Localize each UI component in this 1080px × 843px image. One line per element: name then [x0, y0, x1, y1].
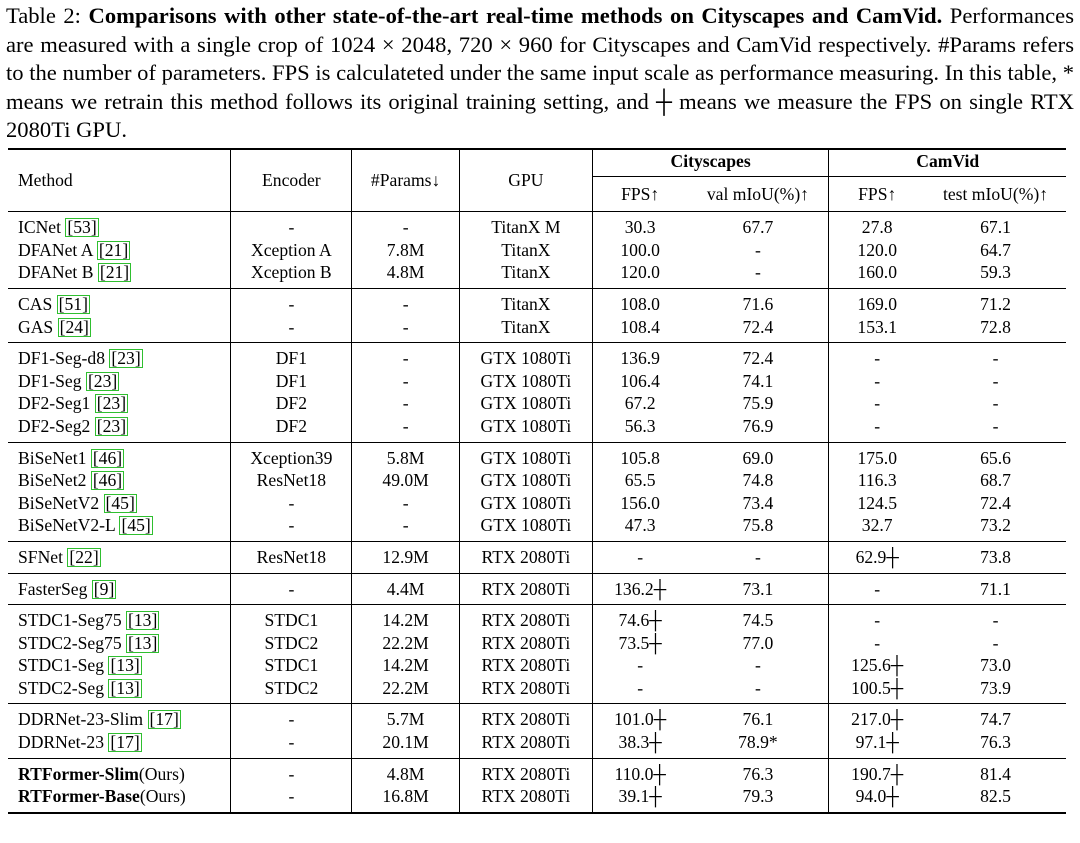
cell-encoder: -: [231, 704, 352, 731]
cell-miou-camvid: 73.8: [925, 541, 1066, 573]
method-name: STDC1-Seg75: [18, 610, 122, 631]
table-row: [8, 514, 1066, 541]
header-gpu: GPU: [459, 149, 592, 212]
cell-fps-cityscapes: -: [637, 677, 644, 698]
cell-miou-camvid: 73.2: [980, 515, 1011, 536]
table-row: [8, 632, 1066, 655]
cell-params: 4.8M: [352, 758, 460, 785]
cell-encoder: ResNet18: [231, 541, 352, 573]
cell-miou-camvid: 73.9: [980, 677, 1011, 698]
table-row: [8, 731, 1066, 758]
header-fps-cityscapes: FPS↑: [621, 183, 660, 204]
cell-miou-cityscapes: 76.3: [687, 758, 828, 785]
cell-fps-camvid: 153.1: [857, 316, 897, 337]
cell-encoder: -: [231, 288, 352, 315]
cell-params: -: [352, 514, 460, 541]
cell-fps-cityscapes: 105.8: [592, 442, 687, 469]
cell-gpu: RTX 2080Ti: [459, 605, 592, 632]
method-suffix: (Ours): [138, 763, 185, 784]
citation-link[interactable]: [23]: [96, 393, 127, 414]
cell-params: 49.0M: [352, 469, 460, 492]
cell-encoder: STDC2: [231, 677, 352, 704]
cell-method: [8, 288, 231, 315]
cell-miou-camvid: 76.3: [980, 732, 1011, 753]
cell-encoder: DF1: [231, 370, 352, 393]
cell-encoder: STDC1: [231, 605, 352, 632]
caption-label: Table 2:: [6, 3, 81, 28]
table-row: [8, 785, 1066, 813]
header-encoder: Encoder: [231, 149, 352, 212]
cell-miou-cityscapes: 78.9*: [687, 731, 828, 758]
cell-encoder: DF1: [231, 343, 352, 370]
method-name: CAS: [18, 293, 53, 314]
cell-params: 5.7M: [352, 704, 460, 731]
table-caption: [6, 2, 1074, 145]
cell-method: [8, 370, 231, 393]
cell-miou-camvid: 67.1: [925, 212, 1066, 239]
cell-miou-camvid: 81.4: [925, 758, 1066, 785]
cell-gpu: RTX 2080Ti: [459, 677, 592, 704]
method-name: DF1-Seg: [18, 370, 82, 391]
cell-gpu: RTX 2080Ti: [459, 785, 592, 813]
header-row-1: [8, 149, 1066, 176]
table-row: [8, 758, 1066, 785]
cell-miou-cityscapes: 75.9: [687, 392, 828, 415]
cell-fps-cityscapes: 110.0┼: [592, 758, 687, 785]
cell-method: [8, 704, 231, 731]
citation-link[interactable]: [17]: [149, 709, 179, 730]
cell-params: 20.1M: [352, 731, 460, 758]
cell-method: [8, 541, 231, 573]
cell-encoder: STDC2: [231, 632, 352, 655]
header-fps-camvid: FPS↑: [858, 183, 897, 204]
cell-miou-camvid: -: [992, 415, 999, 436]
table-row: [8, 288, 1066, 315]
cell-miou-camvid: 72.4: [980, 492, 1011, 513]
citation-link[interactable]: [46]: [92, 470, 123, 491]
cell-gpu: GTX 1080Ti: [459, 514, 592, 541]
comparison-table: [8, 148, 1066, 814]
table-row: [8, 392, 1066, 415]
cell-fps-cityscapes: 67.2: [624, 393, 656, 414]
cell-miou-camvid: -: [992, 393, 999, 414]
cell-params: 22.2M: [352, 677, 460, 704]
method-name: DDRNet-23: [18, 732, 105, 753]
cell-encoder: -: [231, 212, 352, 239]
cell-method: [8, 758, 231, 785]
method-name: BiSeNet1: [18, 447, 87, 468]
cell-encoder: -: [231, 316, 352, 343]
cell-params: -: [352, 288, 460, 315]
cell-params: 16.8M: [352, 785, 460, 813]
cell-fps-cityscapes: 156.0: [620, 492, 660, 513]
table-row: [8, 492, 1066, 515]
cell-fps-camvid: 94.0┼: [829, 785, 925, 813]
cell-miou-cityscapes: 73.4: [687, 492, 828, 515]
cell-miou-cityscapes: 79.3: [687, 785, 828, 813]
cell-gpu: TitanX: [459, 261, 592, 288]
cell-fps-camvid: 32.7: [861, 515, 893, 536]
cell-miou-camvid: 64.7: [980, 239, 1011, 260]
method-suffix: (Ours): [139, 786, 186, 807]
cell-fps-camvid: -: [829, 343, 925, 370]
citation-link[interactable]: [21]: [99, 262, 130, 283]
cell-miou-cityscapes: 72.4: [687, 343, 828, 370]
method-name: RTFormer-Slim: [18, 763, 139, 784]
method-name: BiSeNetV2: [18, 492, 100, 513]
cell-params: 4.4M: [352, 573, 460, 605]
method-name: DFANet A: [18, 239, 93, 260]
cell-method: [8, 343, 231, 370]
cell-miou-camvid: -: [925, 605, 1066, 632]
cell-params: 14.2M: [352, 605, 460, 632]
cell-miou-cityscapes: 74.5: [687, 605, 828, 632]
cell-miou-camvid: 72.8: [980, 316, 1011, 337]
citation-link[interactable]: [45]: [105, 492, 135, 513]
cell-fps-camvid: 116.3: [857, 470, 897, 491]
method-name: STDC2-Seg: [18, 677, 105, 698]
method-name: GAS: [18, 316, 54, 337]
method-name: BiSeNetV2-L: [18, 515, 116, 536]
citation-link[interactable]: [24]: [59, 316, 89, 337]
citation-link[interactable]: [13]: [110, 655, 140, 676]
cell-method: [8, 442, 231, 469]
cell-miou-cityscapes: 67.7: [687, 212, 828, 239]
cell-fps-cityscapes: 120.0: [620, 262, 660, 283]
table-row: [8, 605, 1066, 632]
cell-params: 5.8M: [352, 442, 460, 469]
cell-method: [8, 632, 231, 655]
cell-fps-camvid: 217.0┼: [829, 704, 925, 731]
cell-fps-cityscapes: -: [637, 655, 644, 676]
cell-gpu: GTX 1080Ti: [459, 370, 592, 393]
cell-fps-cityscapes: 73.5┼: [618, 632, 662, 653]
cell-miou-cityscapes: 73.1: [687, 573, 828, 605]
cell-encoder: Xception A: [231, 239, 352, 262]
cell-encoder: DF2: [231, 415, 352, 442]
cell-fps-cityscapes: 100.0: [620, 239, 660, 260]
cell-miou-camvid: 68.7: [980, 470, 1011, 491]
cell-encoder: ResNet18: [231, 469, 352, 492]
cell-fps-camvid: -: [874, 415, 881, 436]
cell-method: [8, 212, 231, 239]
cell-miou-cityscapes: 76.1: [687, 704, 828, 731]
cell-fps-cityscapes: 101.0┼: [592, 704, 687, 731]
cell-encoder: -: [231, 492, 352, 515]
cell-miou-camvid: 73.0: [980, 655, 1011, 676]
table-row: [8, 677, 1066, 704]
citation-link[interactable]: [23]: [87, 370, 118, 391]
citation-link[interactable]: [46]: [92, 447, 123, 468]
cell-method: [8, 677, 231, 704]
cell-fps-camvid: 169.0: [829, 288, 925, 315]
citation-link[interactable]: [13]: [128, 610, 158, 631]
cell-method: [8, 654, 231, 677]
cell-fps-cityscapes: 30.3: [592, 212, 687, 239]
cell-miou-cityscapes: -: [687, 541, 828, 573]
cell-gpu: GTX 1080Ti: [459, 492, 592, 515]
method-name: DF2-Seg2: [18, 415, 91, 436]
header-method: Method: [8, 149, 231, 212]
citation-link[interactable]: [23]: [96, 415, 127, 436]
method-name: DDRNet-23-Slim: [18, 709, 144, 730]
cell-miou-camvid: 71.2: [925, 288, 1066, 315]
cell-encoder: -: [231, 758, 352, 785]
cell-fps-cityscapes: 106.4: [620, 370, 660, 391]
citation-link[interactable]: [53]: [67, 217, 97, 238]
citation-link[interactable]: [21]: [98, 239, 129, 260]
header-miou-camvid: test mIoU(%)↑: [942, 183, 1049, 204]
cell-fps-cityscapes: 74.6┼: [592, 605, 687, 632]
cell-fps-cityscapes: 38.3┼: [618, 732, 662, 753]
cell-gpu: TitanX: [459, 316, 592, 343]
header-camvid: CamVid: [829, 149, 1066, 176]
cell-gpu: GTX 1080Ti: [459, 442, 592, 469]
cell-miou-cityscapes: 69.0: [687, 442, 828, 469]
cell-params: -: [352, 492, 460, 515]
cell-fps-cityscapes: 39.1┼: [592, 785, 687, 813]
cell-gpu: RTX 2080Ti: [459, 573, 592, 605]
cell-fps-cityscapes: 47.3: [624, 515, 656, 536]
cell-miou-camvid: 82.5: [925, 785, 1066, 813]
cell-miou-cityscapes: 71.6: [687, 288, 828, 315]
cell-miou-camvid: 71.1: [925, 573, 1066, 605]
cell-params: 14.2M: [352, 654, 460, 677]
cell-miou-cityscapes: 74.1: [687, 370, 828, 393]
table-row: [8, 343, 1066, 370]
cell-params: 4.8M: [352, 261, 460, 288]
cell-gpu: RTX 2080Ti: [459, 704, 592, 731]
cell-encoder: -: [231, 573, 352, 605]
citation-link[interactable]: [45]: [121, 515, 151, 536]
cell-encoder: -: [231, 514, 352, 541]
table-row: [8, 415, 1066, 442]
cell-fps-camvid: -: [829, 605, 925, 632]
method-name: STDC1-Seg: [18, 655, 105, 676]
cell-params: 22.2M: [352, 632, 460, 655]
cell-miou-cityscapes: 74.8: [687, 469, 828, 492]
header-cityscapes: Cityscapes: [592, 149, 829, 176]
cell-miou-cityscapes: 75.8: [687, 514, 828, 541]
cell-miou-camvid: 74.7: [925, 704, 1066, 731]
cell-method: [8, 605, 231, 632]
table-row: [8, 261, 1066, 288]
cell-miou-cityscapes: -: [687, 261, 828, 288]
cell-encoder: Xception B: [231, 261, 352, 288]
table-row: [8, 541, 1066, 573]
cell-miou-camvid: 65.6: [925, 442, 1066, 469]
cell-fps-cityscapes: -: [592, 541, 687, 573]
citation-link[interactable]: [9]: [93, 578, 115, 599]
cell-fps-camvid: 62.9┼: [829, 541, 925, 573]
cell-miou-camvid: -: [925, 343, 1066, 370]
cell-params: -: [352, 343, 460, 370]
cell-params: -: [352, 370, 460, 393]
citation-link[interactable]: [51]: [58, 293, 88, 314]
cell-params: -: [352, 212, 460, 239]
cell-method: [8, 239, 231, 262]
cell-params: 12.9M: [352, 541, 460, 573]
cell-fps-camvid: -: [829, 573, 925, 605]
cell-encoder: STDC1: [231, 654, 352, 677]
method-name: RTFormer-Base: [18, 786, 140, 807]
cell-method: [8, 573, 231, 605]
cell-gpu: RTX 2080Ti: [459, 731, 592, 758]
citation-link[interactable]: [22]: [69, 546, 99, 567]
cell-fps-cityscapes: 136.9: [592, 343, 687, 370]
cell-fps-cityscapes: 136.2┼: [592, 573, 687, 605]
table-row: [8, 316, 1066, 343]
cell-gpu: RTX 2080Ti: [459, 758, 592, 785]
cell-gpu: RTX 2080Ti: [459, 632, 592, 655]
method-name: DF1-Seg-d8: [18, 348, 105, 369]
cell-fps-camvid: 97.1┼: [855, 732, 899, 753]
cell-gpu: GTX 1080Ti: [459, 343, 592, 370]
cell-miou-cityscapes: 76.9: [687, 415, 828, 442]
cell-fps-camvid: 160.0: [857, 262, 897, 283]
cell-miou-cityscapes: 72.4: [687, 316, 828, 343]
method-name: SFNet: [18, 546, 63, 567]
cell-miou-camvid: -: [992, 632, 999, 653]
cell-gpu: RTX 2080Ti: [459, 654, 592, 677]
method-name: STDC2-Seg75: [18, 632, 122, 653]
cell-fps-camvid: 125.6┼: [851, 655, 904, 676]
cell-method: [8, 316, 231, 343]
cell-miou-cityscapes: -: [687, 677, 828, 704]
table-row: [8, 704, 1066, 731]
cell-fps-camvid: 120.0: [857, 239, 897, 260]
cell-gpu: RTX 2080Ti: [459, 541, 592, 573]
cell-miou-camvid: -: [992, 370, 999, 391]
cell-method: [8, 731, 231, 758]
cell-gpu: TitanX: [459, 288, 592, 315]
cell-params: 7.8M: [352, 239, 460, 262]
citation-link[interactable]: [23]: [111, 348, 141, 369]
cell-miou-cityscapes: -: [687, 654, 828, 677]
method-name: DFANet B: [18, 262, 94, 283]
cell-fps-camvid: 175.0: [829, 442, 925, 469]
cell-method: [8, 261, 231, 288]
method-name: DF2-Seg1: [18, 393, 91, 414]
cell-method: [8, 785, 231, 813]
citation-link[interactable]: [13]: [110, 677, 140, 698]
citation-link[interactable]: [17]: [110, 732, 140, 753]
cell-gpu: TitanX M: [459, 212, 592, 239]
cell-gpu: GTX 1080Ti: [459, 469, 592, 492]
cell-fps-camvid: 100.5┼: [851, 677, 904, 698]
table-row: [8, 239, 1066, 262]
citation-link[interactable]: [13]: [128, 632, 158, 653]
method-name: ICNet: [18, 217, 61, 238]
table-row: [8, 212, 1066, 239]
table-row: [8, 370, 1066, 393]
cell-gpu: TitanX: [459, 239, 592, 262]
cell-params: -: [352, 392, 460, 415]
header-miou-cityscapes: val mIoU(%)↑: [687, 176, 828, 212]
cell-fps-camvid: -: [874, 370, 881, 391]
cell-miou-cityscapes: -: [687, 239, 828, 262]
table-row: [8, 442, 1066, 469]
cell-miou-camvid: 59.3: [980, 262, 1011, 283]
cell-encoder: -: [231, 785, 352, 813]
table-row: [8, 469, 1066, 492]
cell-encoder: Xception39: [231, 442, 352, 469]
cell-gpu: GTX 1080Ti: [459, 392, 592, 415]
cell-miou-cityscapes: 77.0: [687, 632, 828, 655]
cell-fps-cityscapes: 65.5: [624, 470, 656, 491]
caption-body: Performances are measured with a single crop of 1024 × 2048, 720 × 960 for Cityscapes and CamVid respectively. #Params refers to the number of parameters. FPS is calculateted under the same input scale as performance measuring. In this table, * means we retrain this method follows its original training setting, and ┼ means we measure the FPS on single RTX 2080Ti GPU.: [6, 3, 1075, 142]
cell-fps-camvid: 190.7┼: [829, 758, 925, 785]
header-params: #Params↓: [352, 149, 460, 212]
cell-method: [8, 492, 231, 515]
cell-method: [8, 415, 231, 442]
cell-fps-camvid: -: [874, 393, 881, 414]
cell-encoder: DF2: [231, 392, 352, 415]
cell-method: [8, 392, 231, 415]
cell-gpu: GTX 1080Ti: [459, 415, 592, 442]
cell-params: -: [352, 316, 460, 343]
method-name: BiSeNet2: [18, 470, 87, 491]
cell-fps-camvid: 124.5: [857, 492, 897, 513]
cell-fps-camvid: 27.8: [829, 212, 925, 239]
cell-fps-camvid: -: [874, 632, 881, 653]
cell-fps-cityscapes: 56.3: [624, 415, 656, 436]
table-row: [8, 654, 1066, 677]
cell-encoder: -: [231, 731, 352, 758]
cell-fps-cityscapes: 108.4: [620, 316, 660, 337]
caption-title: Comparisons with other state-of-the-art real-time methods on Cityscapes and CamVid.: [88, 3, 943, 28]
method-name: FasterSeg: [18, 578, 88, 599]
cell-method: [8, 469, 231, 492]
table-row: [8, 573, 1066, 605]
cell-method: [8, 514, 231, 541]
cell-fps-cityscapes: 108.0: [592, 288, 687, 315]
cell-params: -: [352, 415, 460, 442]
